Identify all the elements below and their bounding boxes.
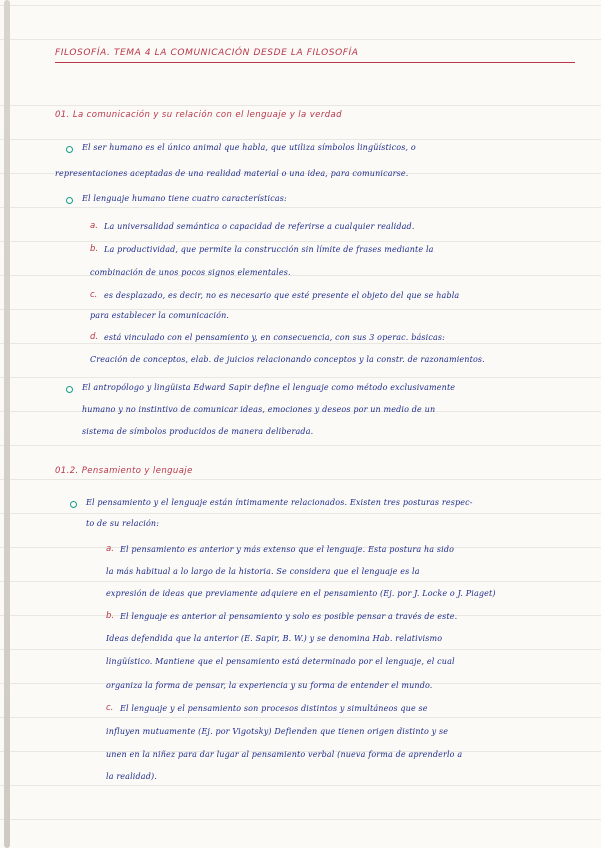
- text-line: es desplazado, es decir, no es necesario que esté presente el objeto del que se habla: [104, 291, 460, 300]
- text-line: representaciones aceptadas de una realidad material o una idea, para comunicarse.: [55, 169, 409, 178]
- bullet-icon: [66, 197, 73, 204]
- text-line: La productividad, que permite la construcción sin límite de frases mediante la: [104, 245, 434, 254]
- text-line: expresión de ideas que previamente adquiere en el pensamiento (Ej. por J. Locke o J. Piaget): [106, 589, 496, 598]
- item-label: d.: [90, 332, 99, 342]
- text-line: humano y no instintivo de comunicar ideas, emociones y deseos por un medio de un: [82, 405, 436, 414]
- text-line: Creación de conceptos, elab. de juicios relacionando conceptos y la constr. de razonamientos.: [90, 355, 485, 364]
- text-line: El pensamiento es anterior y más extenso que el lenguaje. Esta postura ha sido: [120, 545, 455, 554]
- text-line: El pensamiento y el lenguaje están íntimamente relacionados. Existen tres posturas respec-: [86, 498, 473, 507]
- text-line: está vinculado con el pensamiento y, en consecuencia, con sus 3 operac. básicas:: [104, 333, 445, 342]
- bullet-icon: [66, 386, 73, 393]
- section-heading-1: 01. La comunicación y su relación con el lenguaje y la verdad: [55, 110, 342, 120]
- item-label: b.: [106, 611, 115, 621]
- text-line: El lenguaje humano tiene cuatro características:: [82, 194, 287, 203]
- text-line: lingüístico. Mantiene que el pensamiento está determinado por el lenguaje, el cual: [106, 657, 455, 666]
- text-line: El lenguaje y el pensamiento son procesos distintos y simultáneos que se: [120, 704, 428, 713]
- text-line: combinación de unos pocos signos elementales.: [90, 268, 291, 277]
- section-heading-2: 01.2. Pensamiento y lenguaje: [55, 466, 193, 476]
- item-label: c.: [90, 290, 98, 300]
- text-line: Ideas defendida que la anterior (E. Sapir, B. W.) y se denomina Hab. relativismo: [106, 634, 443, 643]
- text-line: to de su relación:: [86, 519, 160, 528]
- text-line: unen en la niñez para dar lugar al pensamiento verbal (nueva forma de aprenderlo a: [106, 750, 463, 759]
- page-title: FILOSOFÍA. TEMA 4 LA COMUNICACIÓN DESDE LA FILOSOFÍA: [55, 48, 575, 63]
- text-line: La universalidad semántica o capacidad de referirse a cualquier realidad.: [104, 222, 415, 231]
- item-label: a.: [106, 544, 114, 554]
- text-line: sistema de símbolos producidos de manera deliberada.: [82, 427, 314, 436]
- text-line: El antropólogo y lingüista Edward Sapir define el lenguaje como método exclusivamente: [82, 383, 456, 392]
- text-line: El lenguaje es anterior al pensamiento y solo es posible pensar a través de este.: [120, 612, 458, 621]
- item-label: a.: [90, 221, 98, 231]
- bullet-icon: [70, 501, 77, 508]
- text-line: la realidad).: [106, 772, 157, 781]
- text-line: influyen mutuamente (Ej. por Vigotsky) Defienden que tienen origen distinto y se: [106, 727, 449, 736]
- page-margin-strip: [4, 0, 10, 848]
- item-label: c.: [106, 703, 114, 713]
- text-line: para establecer la comunicación.: [90, 311, 230, 320]
- text-line: la más habitual a lo largo de la historia. Se considera que el lenguaje es la: [106, 567, 420, 576]
- text-line: El ser humano es el único animal que habla, que utiliza símbolos lingüísticos, o: [82, 143, 416, 152]
- bullet-icon: [66, 146, 73, 153]
- item-label: b.: [90, 244, 99, 254]
- text-line: organiza la forma de pensar, la experiencia y su forma de entender el mundo.: [106, 681, 433, 690]
